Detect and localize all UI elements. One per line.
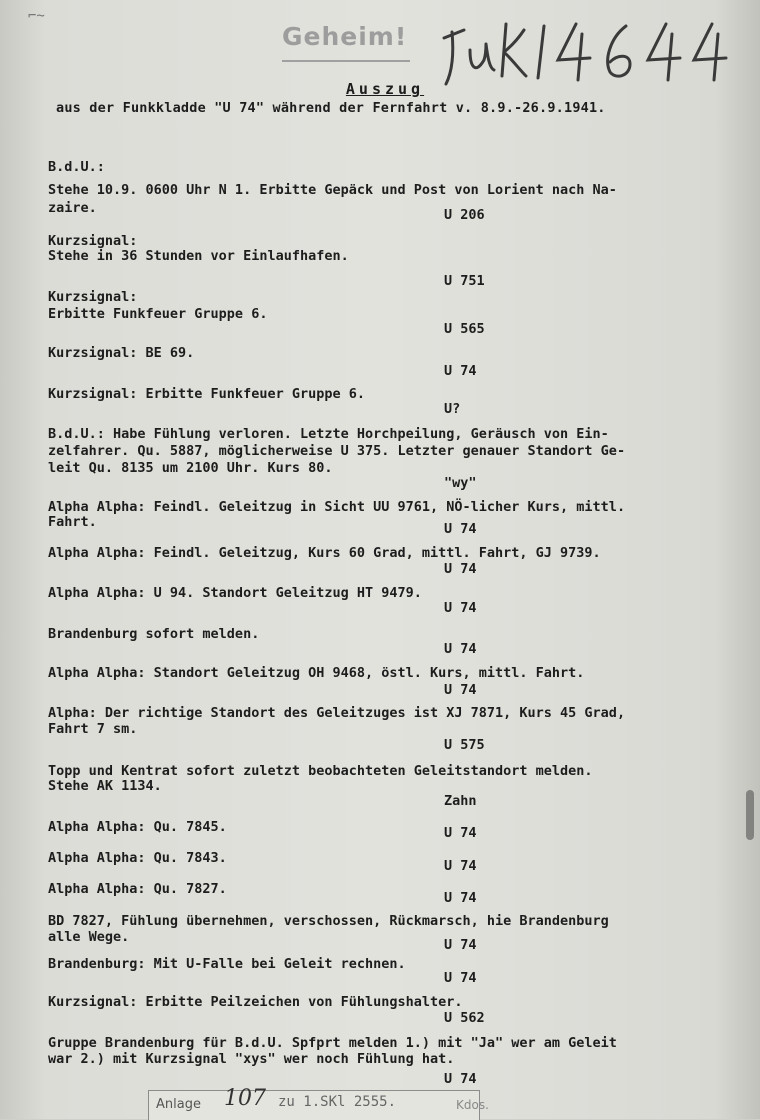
entry-sender: U 74	[444, 970, 477, 986]
entry-line: Stehe in 36 Stunden vor Einlaufhafen.	[48, 248, 349, 264]
edge-mark	[746, 790, 754, 840]
entry-sender: "wy"	[444, 475, 477, 491]
entry-line: Alpha Alpha: Feindl. Geleitzug in Sicht UU 9761, NÖ-licher Kurs, mittl.	[48, 499, 626, 515]
entry-line: Stehe AK 1134.	[48, 778, 162, 794]
document-title: Auszug	[345, 80, 425, 98]
entry-line: alle Wege.	[48, 929, 130, 945]
entry-sender: U 74	[444, 858, 477, 874]
entry-sender: U 74	[444, 521, 477, 537]
entry-line: Kurzsignal: Erbitte Peilzeichen von Fühlungshalter.	[48, 994, 463, 1010]
entry-line: Alpha Alpha: Qu. 7845.	[48, 819, 227, 835]
entry-line: Fahrt.	[48, 514, 97, 530]
entry-sender: U 74	[444, 825, 477, 841]
entry-line: Alpha: Der richtige Standort des Geleitzuges ist XJ 7871, Kurs 45 Grad,	[48, 705, 626, 721]
entry-sender: U 74	[444, 682, 477, 698]
entry-line: zelfahrer. Qu. 5887, möglicherweise U 375. Letzter genauer Standort Ge-	[48, 443, 626, 459]
entry-sender: U 565	[444, 321, 485, 337]
entry-line: Kurzsignal:	[48, 233, 138, 249]
annex-reference: zu 1.SKl 2555.	[278, 1094, 397, 1110]
entry-line: Kurzsignal: Erbitte Funkfeuer Gruppe 6.	[48, 386, 365, 402]
entry-line: Alpha Alpha: U 94. Standort Geleitzug HT 9479.	[48, 585, 422, 601]
entry-line: Stehe 10.9. 0600 Uhr N 1. Erbitte Gepäck und Post von Lorient nach Na-	[48, 182, 617, 198]
entry-line: zaire.	[48, 200, 97, 216]
entry-line: B.d.U.: Habe Fühlung verloren. Letzte Horchpeilung, Geräusch von Ein-	[48, 426, 609, 442]
entry-sender: Zahn	[444, 793, 477, 809]
entry-line: Brandenburg: Mit U-Falle bei Geleit rechnen.	[48, 956, 406, 972]
secret-stamp: Geheim!	[282, 22, 408, 51]
entry-line: war 2.) mit Kurzsignal "xys" wer noch Fühlung hat.	[48, 1051, 455, 1067]
entry-sender: U 74	[444, 890, 477, 906]
entry-line: Kurzsignal:	[48, 289, 138, 305]
annex-handwritten-number: 107	[224, 1086, 266, 1111]
corner-mark: ⌐~	[28, 8, 45, 24]
document-subtitle: aus der Funkkladde "U 74" während der Fernfahrt v. 8.9.-26.9.1941.	[56, 100, 606, 116]
entry-sender: U 74	[444, 363, 477, 379]
entry-sender: U 74	[444, 600, 477, 616]
entry-line: Kurzsignal: BE 69.	[48, 345, 195, 361]
entry-sender: U 74	[444, 937, 477, 953]
entry-line: Alpha Alpha: Feindl. Geleitzug, Kurs 60 Grad, mittl. Fahrt, GJ 9739.	[48, 545, 601, 561]
entry-line: Alpha Alpha: Qu. 7843.	[48, 850, 227, 866]
stamp-underline	[282, 60, 410, 62]
entry-line: Erbitte Funkfeuer Gruppe 6.	[48, 306, 268, 322]
entry-line: Fahrt 7 sm.	[48, 721, 138, 737]
entry-sender: U 74	[444, 641, 477, 657]
entry-line: Topp und Kentrat sofort zuletzt beobachteten Geleitstandort melden.	[48, 763, 593, 779]
entry-line: Alpha Alpha: Qu. 7827.	[48, 881, 227, 897]
entry-sender: U 74	[444, 1071, 477, 1087]
entry-line: BD 7827, Fühlung übernehmen, verschossen, Rückmarsch, hie Brandenburg	[48, 913, 609, 929]
entry-sender: U 751	[444, 273, 485, 289]
entry-sender: U 74	[444, 561, 477, 577]
annex-label: Anlage	[156, 1097, 201, 1112]
annex-suffix: Kdos.	[456, 1098, 489, 1112]
entry-sender: U 206	[444, 207, 485, 223]
entry-line: Gruppe Brandenburg für B.d.U. Spfprt melden 1.) mit "Ja" wer am Geleit	[48, 1035, 617, 1051]
entry-sender: U 575	[444, 737, 485, 753]
entry-sender: U 562	[444, 1010, 485, 1026]
entry-line: Alpha Alpha: Standort Geleitzug OH 9468, östl. Kurs, mittl. Fahrt.	[48, 665, 585, 681]
entry-line: leit Qu. 8135 um 2100 Uhr. Kurs 80.	[48, 460, 333, 476]
entry-line: B.d.U.:	[48, 159, 105, 175]
entry-line: Brandenburg sofort melden.	[48, 626, 260, 642]
entry-sender: U?	[444, 401, 461, 417]
